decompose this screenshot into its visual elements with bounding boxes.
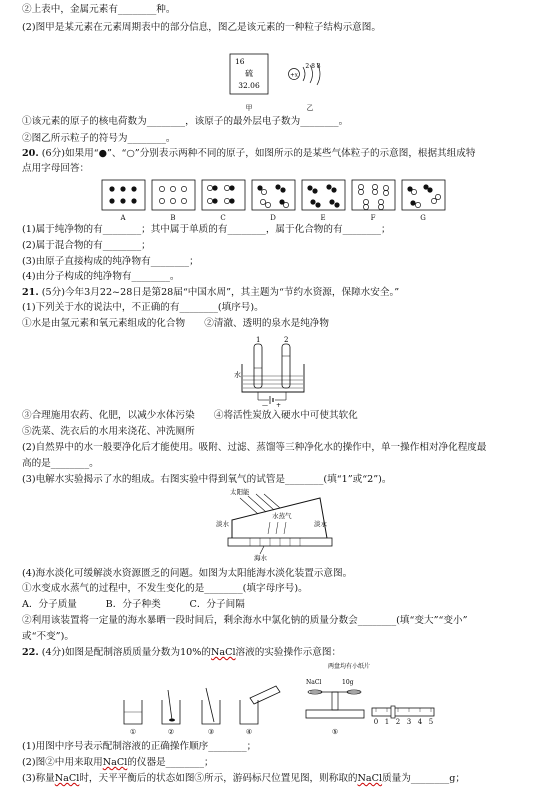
label-D: D	[270, 214, 276, 222]
q19-sub2: ②图乙所示粒子的符号为________。	[22, 133, 176, 144]
cell-mass: 32.06	[238, 81, 260, 90]
label-E: E	[320, 214, 326, 222]
q21-score: (5分)	[41, 287, 65, 298]
plus-label: +	[276, 402, 282, 408]
q21-line3: ③合理施用农药、化肥，以减少水体污染 ④将活性炭放入硬水中可使其软化	[22, 410, 358, 421]
tube-1-label: 1	[256, 336, 261, 344]
box-E	[302, 180, 345, 222]
sun-label: 太阳能	[230, 488, 250, 496]
caption-yi: 乙	[306, 104, 314, 112]
q20-number: 20.	[22, 148, 39, 159]
cell-number: 16	[235, 57, 245, 66]
box-G	[402, 180, 445, 222]
box-A	[102, 180, 145, 222]
ruler-tick-3: 3	[406, 718, 412, 726]
step-5-balance	[306, 662, 370, 736]
solar-desalination-figure	[210, 486, 345, 562]
q20-stem-2: 点用字母回答：	[22, 163, 90, 174]
step-1-caption: ①	[129, 728, 137, 736]
q22-stem	[22, 646, 341, 659]
q22-line2-a: (2)图②中用来取用	[22, 757, 103, 768]
q21-line5: (2)自然界中的水一般要净化后才能使用。吸附、过滤、蒸馏等三种净化水的操作中，单一操作相对净化程度最	[22, 442, 487, 453]
paper-note: 两盘均有小纸片	[328, 663, 371, 670]
balance-nacl-label: NaCl	[306, 679, 322, 686]
q20-line1: (1)属于纯净物的有________；其中属于单质的有________，属于化合物的有________；	[22, 224, 391, 235]
q21-line2: ①水是由氢元素和氧元素组成的化合物 ②清澈、透明的泉水是纯净物	[22, 318, 329, 329]
q22-line3	[22, 772, 465, 785]
shell-numbers: 2 8 8	[305, 63, 321, 70]
cell-name: 硫	[245, 69, 253, 78]
q22-number: 22.	[22, 647, 39, 658]
box-B	[152, 180, 195, 222]
ruler-tick-5: 5	[428, 718, 434, 726]
q20-stem	[22, 147, 475, 160]
q22-line3-e: 质量为________g；	[382, 773, 465, 784]
tube-2-label: 2	[284, 336, 289, 344]
q19-part2: (2)图甲是某元素在元素周期表中的部分信息，图乙是该元素的一种粒子结构示意图。	[22, 22, 381, 33]
step-2-beaker	[162, 690, 180, 736]
water-label: 水	[234, 371, 241, 379]
step-3-beaker	[202, 688, 220, 736]
q22-line2-c: 的仪器是________；	[127, 757, 214, 768]
q22-line1: (1)用图中序号表示配制溶液的正确操作顺序________；	[22, 741, 257, 752]
water-vapor-label: 水蒸气	[272, 512, 292, 520]
particle-boxes	[100, 178, 460, 223]
q22-line2-nacl: NaCl	[102, 757, 128, 768]
seawater-label: 海水	[254, 554, 267, 562]
step-3-caption: ③	[207, 728, 215, 736]
label-C: C	[220, 214, 226, 222]
q21-line7: (3)电解水实验揭示了水的组成。右图实验中得到氧气的试管是________(填“1”或“2”)。	[22, 474, 392, 485]
minus-label: —	[262, 402, 268, 408]
solution-prep-figure	[110, 660, 440, 738]
q21-line9: ①水变成水蒸气的过程中，不发生变化的是________(填字母序号)。	[22, 583, 308, 594]
box-F	[352, 180, 395, 222]
label-G: G	[420, 214, 426, 222]
ruler-tick-4: 4	[417, 718, 423, 726]
q21-line6: 高的是________。	[22, 458, 99, 469]
ruler-tick-2: 2	[395, 718, 401, 726]
q20-line4: (4)由分子构成的纯净物有________。	[22, 271, 180, 282]
q22-line3-nacl-1: NaCl	[54, 773, 80, 784]
ruler-tick-1: 1	[384, 718, 390, 726]
nucleus-label: +x	[290, 72, 298, 79]
q21-stem-text: 今年3月22~28日是第28届“中国水周”，其主题为“节约水资源，保障水安全。”	[64, 287, 400, 298]
q19-line-metal: ②上表中，金属元素有________种。	[22, 4, 176, 15]
q22-stem-nacl: NaCl	[211, 647, 236, 658]
q21-line11: ②利用该装置将一定量的海水暴晒一段时间后，剩余海水中氯化钠的质量分数会________(填“变大”“变小”	[22, 615, 468, 626]
caption-jia: 甲	[245, 104, 253, 112]
q22-stem-a: 如图是配制溶质质量分数为10%的	[64, 647, 211, 658]
q20-stem-1: 如果用“●”、“○”分别表示两种不同的原子，如图所示的是某些气体粒子的示意图，根据其组成特	[64, 148, 476, 159]
ruler-tick-0: 0	[373, 718, 379, 726]
q20-line3: (3)由原子直接构成的纯净物有________；	[22, 256, 199, 267]
fresh-water-right-label: 淡水	[314, 520, 327, 528]
q22-stem-b: 溶液的实验操作示意图：	[235, 647, 342, 658]
q19-sub1: ①该元素的原子的核电荷数为________，该原子的最外层电子数为________。	[22, 116, 349, 127]
q21-line4: ⑤洗菜、洗衣后的水用来浇花、冲洗厕所	[22, 426, 195, 437]
q21-line8: (4)海水淡化可缓解淡水资源匮乏的问题。如图为太阳能海水淡化装置示意图。	[22, 568, 353, 579]
step-2-caption: ②	[167, 728, 175, 736]
label-F: F	[370, 214, 376, 222]
q22-score: (4分)	[41, 647, 65, 658]
q21-line10: A．分子质量 B．分子种类 C．分子间隔	[22, 599, 245, 610]
rider-ruler	[372, 706, 434, 726]
box-C	[202, 180, 245, 222]
sulfur-figure	[225, 52, 335, 114]
box-D	[252, 180, 295, 222]
step-1-beaker	[124, 700, 142, 736]
step-4-caption: ④	[245, 728, 253, 736]
label-A: A	[120, 214, 126, 222]
q22-line3-nacl-2: NaCl	[357, 773, 383, 784]
label-B: B	[170, 214, 176, 222]
fresh-water-left-label: 淡水	[216, 520, 229, 528]
q21-line12: 或“不变”)。	[22, 631, 74, 642]
q21-number: 21.	[22, 287, 39, 298]
q20-score: (6分)	[41, 148, 65, 159]
q22-line3-c: 时，天平平衡后的状态如图⑤所示，游码标尺位置见图，则称取的	[79, 773, 358, 784]
electrolysis-figure	[232, 334, 327, 408]
balance-10g-label: 10g	[342, 679, 354, 686]
step-5-caption: ⑤	[331, 728, 339, 736]
q22-line2	[22, 756, 214, 769]
step-4-pouring	[240, 686, 280, 736]
q20-line2: (2)属于混合物的有________；	[22, 240, 151, 251]
q22-line3-a: (3)称量	[22, 773, 55, 784]
q21-stem	[22, 286, 399, 299]
q21-line1: (1)下列关于水的说法中，不正确的有________(填序号)。	[22, 302, 264, 313]
